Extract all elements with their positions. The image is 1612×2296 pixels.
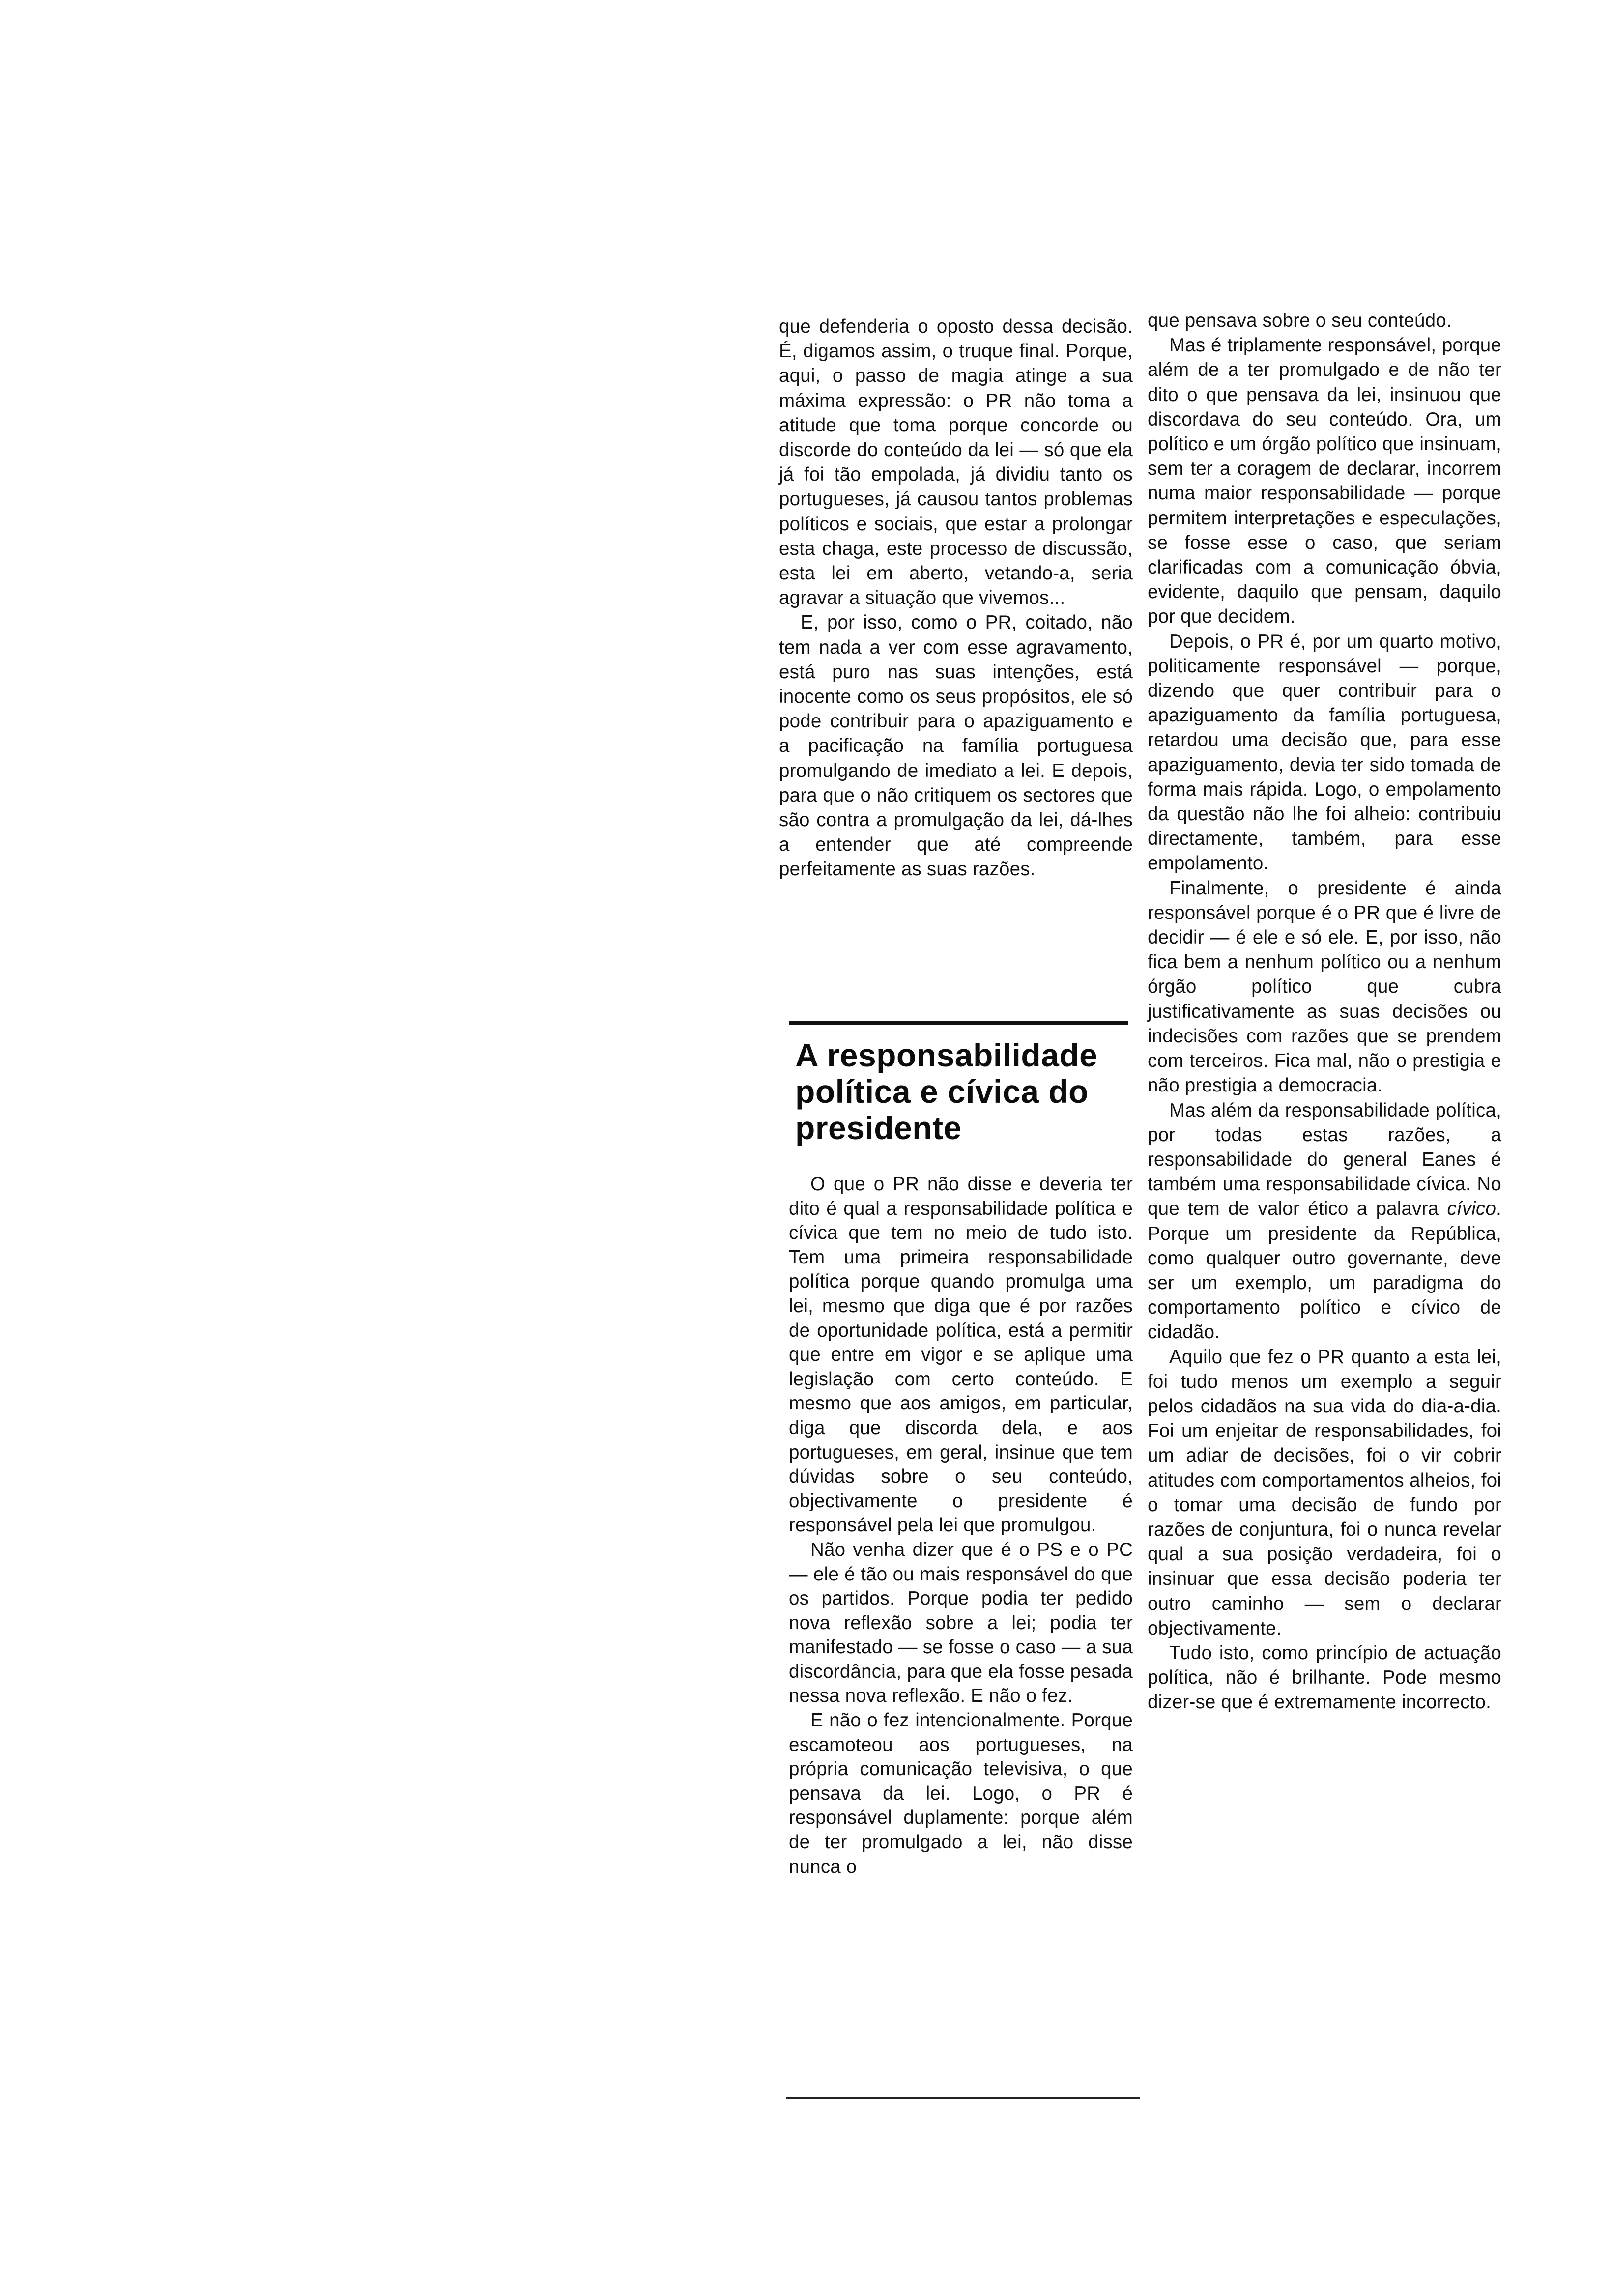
paragraph: que defenderia o oposto dessa decisão. É, digamos assim, o truque final. Porque, aqui, o passo de magia atinge a sua máxima expressão: o PR não toma a atitude que toma porque concorde ou discorde do conteúdo da lei — só que ela já foi tão empolada, já dividiu tanto os portugueses, já causou tantos problemas políticos e sociais, que estar a prolongar esta chaga, este processo de discussão, esta lei em aberto, vetando-a, seria agravar a situação que vivemos... [779, 316, 1133, 609]
paragraph: Finalmente, o presidente é ainda responsável porque é o PR que é livre de decidir — é ele e só ele. E, por isso, não fica bem a nenhum político ou a nenhum órgão político que cubra justificativamente as suas decisões ou indecisões com razões que se prendem com terceiros. Fica mal, não o prestigia e não prestigia a democracia. [1148, 877, 1501, 1096]
article-column-left-top [779, 315, 1133, 882]
paragraph: E não o fez intencionalmente. Porque escamoteou aos portugueses, na própria comunicação televisiva, o que pensava da lei. Logo, o PR é responsável duplamente: porque além de ter promulgado a lei, não disse nunca o [789, 1710, 1133, 1877]
bottom-divider-rule [786, 2097, 1140, 2099]
paragraph: O que o PR não disse e deveria ter dito é qual a responsabilidade política e cívica que tem no meio de tudo isto. Tem uma primeira responsabilidade política porque quando promulga uma lei, mesmo que diga que é por razões de oportunidade política, está a permitir que entre em vigor e se aplique uma legislação com certo conteúdo. E mesmo que aos amigos, em particular, diga que discorda dela, e aos portugueses, em geral, insinue que tem dúvidas sobre o seu conteúdo, objectivamente o presidente é responsável pela lei que promulgou. [789, 1174, 1133, 1536]
paragraph: Depois, o PR é, por um quarto motivo, politicamente responsável — porque, dizendo que quer contribuir para o apaziguamento da família portuguesa, retardou uma decisão que, para esse apaziguamento, devia ter sido tomada de forma mais rápida. Logo, o empolamento da questão não lhe foi alheio: contribuiu directamente, também, para esse empolamento. [1148, 631, 1501, 874]
paragraph: Aquilo que fez o PR quanto a esta lei, foi tudo menos um exemplo a seguir pelos cidadãos na sua vida do dia-a-dia. Foi um enjeitar de responsabilidades, foi um adiar de decisões, foi o vir cobrir atitudes com comportamentos alheios, foi o tomar uma decisão de fundo por razões de conjuntura, foi o nunca revelar qual a sua posição verdadeira, foi o insinuar que essa decisão poderia ter outro caminho — sem o declarar objectivamente. [1148, 1346, 1501, 1639]
paragraph: que pensava sobre o seu conteúdo. [1148, 310, 1452, 331]
article-column-right [1148, 309, 1501, 1715]
paragraph: Tudo isto, como princípio de actuação política, não é brilhante. Pode mesmo dizer-se que é extremamente incorrecto. [1148, 1642, 1501, 1713]
paragraph: Mas além da responsabilidade política, por todas estas razões, a responsabilidade do general Eanes é também uma responsabilidade cívica. No que tem de valor ético a palavra cívico. Porque um presidente da República, como qualquer outro governante, deve ser um exemplo, um paradigma do comportamento político e cívico de cidadão. [1148, 1099, 1501, 1343]
paragraph: E, por isso, como o PR, coitado, não tem nada a ver com esse agravamento, está puro nas suas intenções, está inocente como os seus propósitos, ele só pode contribuir para o apaziguamento e a pacificação na família portuguesa promulgando de imediato a lei. E depois, para que o não critiquem os sectores que são contra a promulgação da lei, dá-lhes a entender que até compreende perfeitamente as suas razões. [779, 612, 1133, 880]
section-divider-rule [789, 1021, 1128, 1025]
paragraph: Mas é triplamente responsável, porque além de a ter promulgado e de não ter dito o que pensava da lei, insinuou que discordava do seu conteúdo. Ora, um político e um órgão político que insinuam, sem ter a coragem de declarar, incorrem numa maior responsabilidade — porque permitem interpretações e especulações, se fosse esse o caso, que seriam clarificadas com a comunicação óbvia, evidente, daquilo que pensam, daquilo por que decidem. [1148, 335, 1501, 628]
article-column-left-bottom [789, 1172, 1133, 1879]
paragraph: Não venha dizer que é o PS e o PC — ele é tão ou mais responsável do que os partidos. Porque podia ter pedido nova reflexão sobre a lei; podia ter manifestado — se fosse o caso — a sua discordância, para que ela fosse pesada nessa nova reflexão. E não o fez. [789, 1539, 1133, 1707]
section-headline: A responsabilidade política e cívica do presidente [795, 1037, 1098, 1146]
